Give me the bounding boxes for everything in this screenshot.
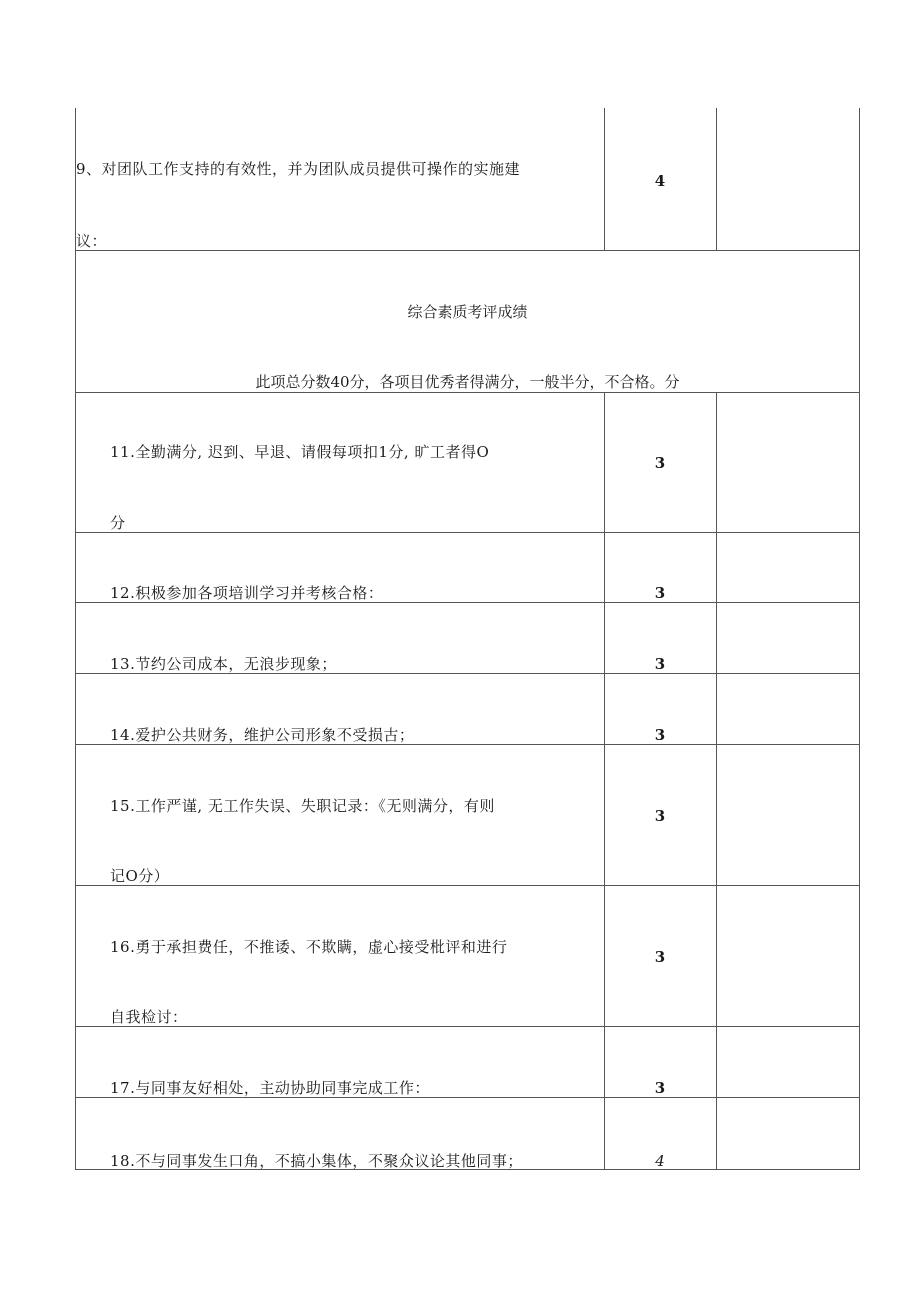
- criterion-text-continued: 记O分）: [110, 867, 170, 885]
- score-value: 3: [654, 726, 666, 744]
- score-value: 4: [655, 1152, 665, 1170]
- criterion-text: 11.全勤满分, 迟到、早退、请假每项扣1分, 旷工者得O: [110, 443, 490, 461]
- criterion-text: 17.与同事友好相处，主动协助同事完成工作：: [110, 1079, 430, 1097]
- score-value: 3: [654, 584, 666, 602]
- column-divider-extra: [716, 108, 717, 250]
- criterion-text-continued: 议：: [76, 232, 108, 250]
- section-note: 此项总分数40分，各项目优秀者得满分，一般半分，不合格。分: [255, 373, 680, 391]
- score-value: 3: [654, 1079, 666, 1097]
- row-divider: [75, 1026, 860, 1027]
- row-divider: [75, 885, 860, 886]
- table-border-left: [75, 108, 76, 1170]
- criterion-text: 18.不与同事发生口角，不搞小集体，不聚众议论其他同事；: [110, 1152, 523, 1170]
- criterion-text: 12.积极参加各项培训学习并考核合格：: [110, 584, 384, 602]
- score-value: 3: [654, 948, 666, 966]
- criterion-text-continued: 自我检讨：: [110, 1008, 188, 1026]
- score-value: 3: [654, 655, 666, 673]
- score-value: 4: [654, 172, 666, 190]
- column-divider-score: [604, 392, 605, 1170]
- criterion-text: 16.勇于承担费任，不推诿、不欺瞒，虚心接受枇评和进行: [110, 938, 508, 956]
- column-divider-extra: [716, 392, 717, 1170]
- row-divider: [75, 392, 860, 393]
- criterion-text: 9、对团队工作支持的有效性，并为团队成员提供可操作的实施建: [76, 160, 521, 178]
- table-border-right: [859, 108, 860, 1170]
- score-value: 3: [654, 454, 666, 472]
- row-divider: [75, 250, 860, 251]
- criterion-text: 15.工作严谨, 无工作失误、失职记录：《无则满分，有则: [110, 797, 495, 815]
- row-divider: [75, 532, 860, 533]
- criterion-text: 13.节约公司成本，无浪步现象；: [110, 655, 337, 673]
- score-value: 3: [654, 807, 666, 825]
- criterion-text-continued: 分: [110, 514, 126, 532]
- section-title: 综合素质考评成绩: [407, 303, 528, 321]
- criterion-text: 14.爱护公共财务，维护公司形象不受损古；: [110, 726, 415, 744]
